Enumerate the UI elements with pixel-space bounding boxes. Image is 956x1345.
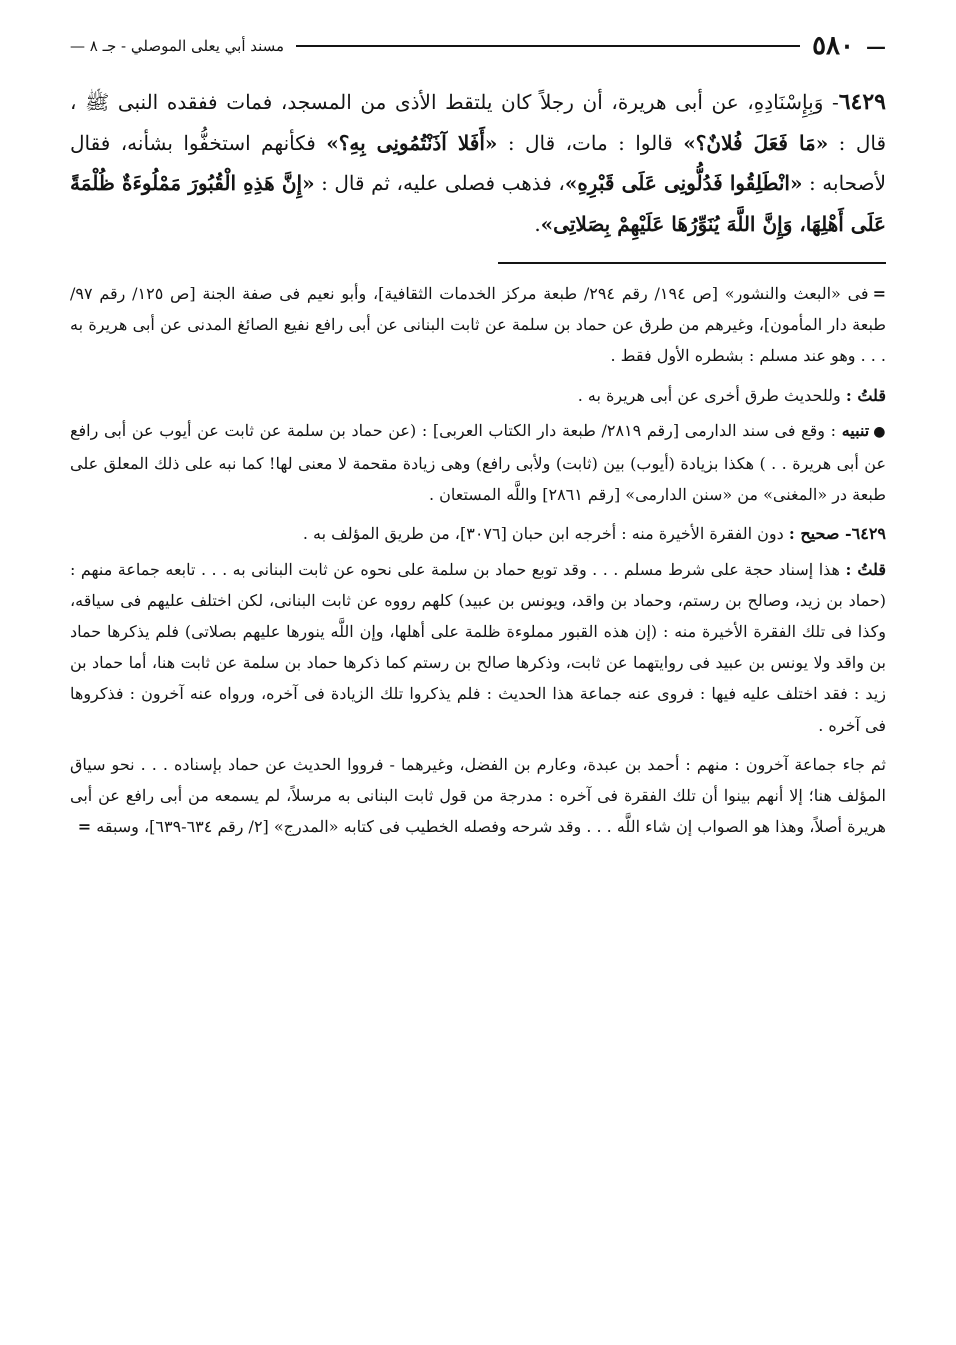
qultu-text-1: وللحديث طرق أخرى عن أبى هريرة به . xyxy=(577,385,846,405)
qultu-label-2: قلتُ : xyxy=(845,559,886,579)
continuation-text: فى «البعث والنشور» [ص ١٩٤/ رقم ٢٩٤/ طبعة مركز الخدمات الثقافية]، وأبو نعيم فى صفة الجنة [ص ١٢٥/ رقم ٩٧/ طبعة دار المأمون]، وغيرهم من طرق عن حماد بن سلمة عن ثابت البنانى عن أبى رافع نفيع الصائغ المدنى عن أبى هريرة به . . . وهو عند مسلم : بشطره الأول فقط . xyxy=(70,284,886,366)
running-title: مسند أبي يعلى الموصلي - جـ ٨ — xyxy=(70,37,285,55)
bullet-icon: ● xyxy=(873,423,887,440)
hadith-text xyxy=(70,82,886,244)
header-dash: — xyxy=(866,34,886,58)
hadith-quote-2: «أَفَلا آذَنْتُمُونِى بِهِ؟» xyxy=(326,130,498,155)
hadith-part-4: ، فذهب فصلى عليه، ثم قال : xyxy=(314,171,565,195)
continuation-paragraph xyxy=(70,278,886,372)
hadith-quote-3: «انْطَلِقُوا فَدُلُّونِى عَلَى قَبْرِهِ» xyxy=(564,171,803,195)
footnote-separator xyxy=(498,262,886,264)
footnotes xyxy=(70,278,886,842)
end-marker: = xyxy=(77,817,92,837)
tanbih-label: تنبيه xyxy=(841,420,870,440)
takhrij-label: - صحيح : xyxy=(788,524,852,544)
hadith-part-3: فكأنهم استخفُّوا بشأنه، فقال لأصحابه : xyxy=(70,130,886,195)
takhrij-number: ٦٤٢٩ xyxy=(851,524,886,544)
qultu-paragraph-1 xyxy=(70,380,886,411)
tanbih-text: : وقع فى سند الدارمى [رقم ٢٨١٩/ طبعة دار الكتاب العربى] : (عن حماد بن سلمة عن ثابت عن أيوب عن أبى رافع عن أبى هريرة . . ) هكذا بزيادة (أيوب) بين (ثابت) ولأبى رافع) وهى زيادة مقحمة لا معنى لها! كما نبه على ذلك المعلق على طبعة در «المغنى» من «سنن الدارمى» [رقم ٢٨٦١] واللَّه المستعان . xyxy=(70,420,886,505)
hadith-quote-4: «إِنَّ هَذِهِ الْقُبُورَ مَمْلُوءَةٌ ظُلْمَةً عَلَى أَهْلِهَا، وَإِنَّ اللَّهَ يُنَوِّرُهَا عَلَيْهِمْ بِصَلاتِى» xyxy=(70,171,886,236)
takhrij-text: دون الفقرة الأخيرة منه : أخرجه ابن حبان [٣٠٧٦]، من طريق المؤلف به . xyxy=(302,524,789,544)
qultu-paragraph-2 xyxy=(70,554,886,741)
hadith-quote-1: «مَا فَعَلَ فُلانٌ؟» xyxy=(683,130,829,155)
continuation-marker: = xyxy=(872,284,886,303)
last-paragraph xyxy=(70,749,886,843)
hadith-number: ٦٤٢٩ xyxy=(838,89,886,115)
hadith-end: . xyxy=(534,211,541,236)
page xyxy=(70,28,886,850)
tanbih-paragraph xyxy=(70,415,886,511)
takhrij-paragraph xyxy=(70,518,886,549)
qultu-label-1: قلتُ : xyxy=(845,385,886,405)
page-number: ٥٨٠ xyxy=(812,31,854,61)
hadith-part-1: - وَبِإِسْنَادِهِ، عن أبى هريرة، أن رجلاً كان يلتقط الأذى من المسجد، فمات ففقده النبى ﷺ ، قال : xyxy=(70,90,887,155)
header-rule xyxy=(296,45,800,47)
page-header xyxy=(70,28,886,64)
hadith-part-2: قالوا : مات، قال : xyxy=(497,130,684,155)
last-paragraph-text: ثم جاء جماعة آخرون : منهم : أحمد بن عبدة، وعارم بن الفضل، وغيرهما - فرووا الحديث عن حماد بإسناده . . . نحو سياق المؤلف هنا؛ إلا أنهم بينوا أن تلك الفقرة فى آخره : مدرجة من قول ثابت البنانى به مرسلاً، لم يسمعه من أبى رافع عن أبى هريرة أصلاً، وهذا هو الصواب إن شاء اللَّه . . . وقد شرحه وفصله الخطيب فى كتابه «المدرج» [٢/ رقم ٦٣٤-٦٣٩]، وسبقه xyxy=(70,754,886,837)
qultu-text-2: هذا إسناد حجة على شرط مسلم . . . وقد توبع حماد بن سلمة على نحوه عن ثابت البنانى به . . . تابعه جماعة منهم : (حماد بن زيد، وصالح بن رستم، وحماد بن واقد، ويونس بن عبيد) كلهم رووه عن ثابت البنانى، لكن اختلف عليهم فى سياقه، وكذا فى تلك الفقرة الأخيرة منه : (إن هذه القبور مملوءة ظلمة على أهلها، وإن اللَّه ينورها عليهم بصلاتى) فلم يذكرها حماد بن واقد ولا يونس بن عبيد فى روايتهما عن ثابت، وذكرها صالح بن رستم كما ذكرها حماد بن سلمة عن ثابت هنا، أما حماد بن زيد : فقد اختلف عليه فيها : فروى عنه جماعة هذا الحديث : فلم يذكروا تلك الزيادة فى آخره، ورواه عنه آخرون : فذكروها فى آخره . xyxy=(70,559,886,735)
